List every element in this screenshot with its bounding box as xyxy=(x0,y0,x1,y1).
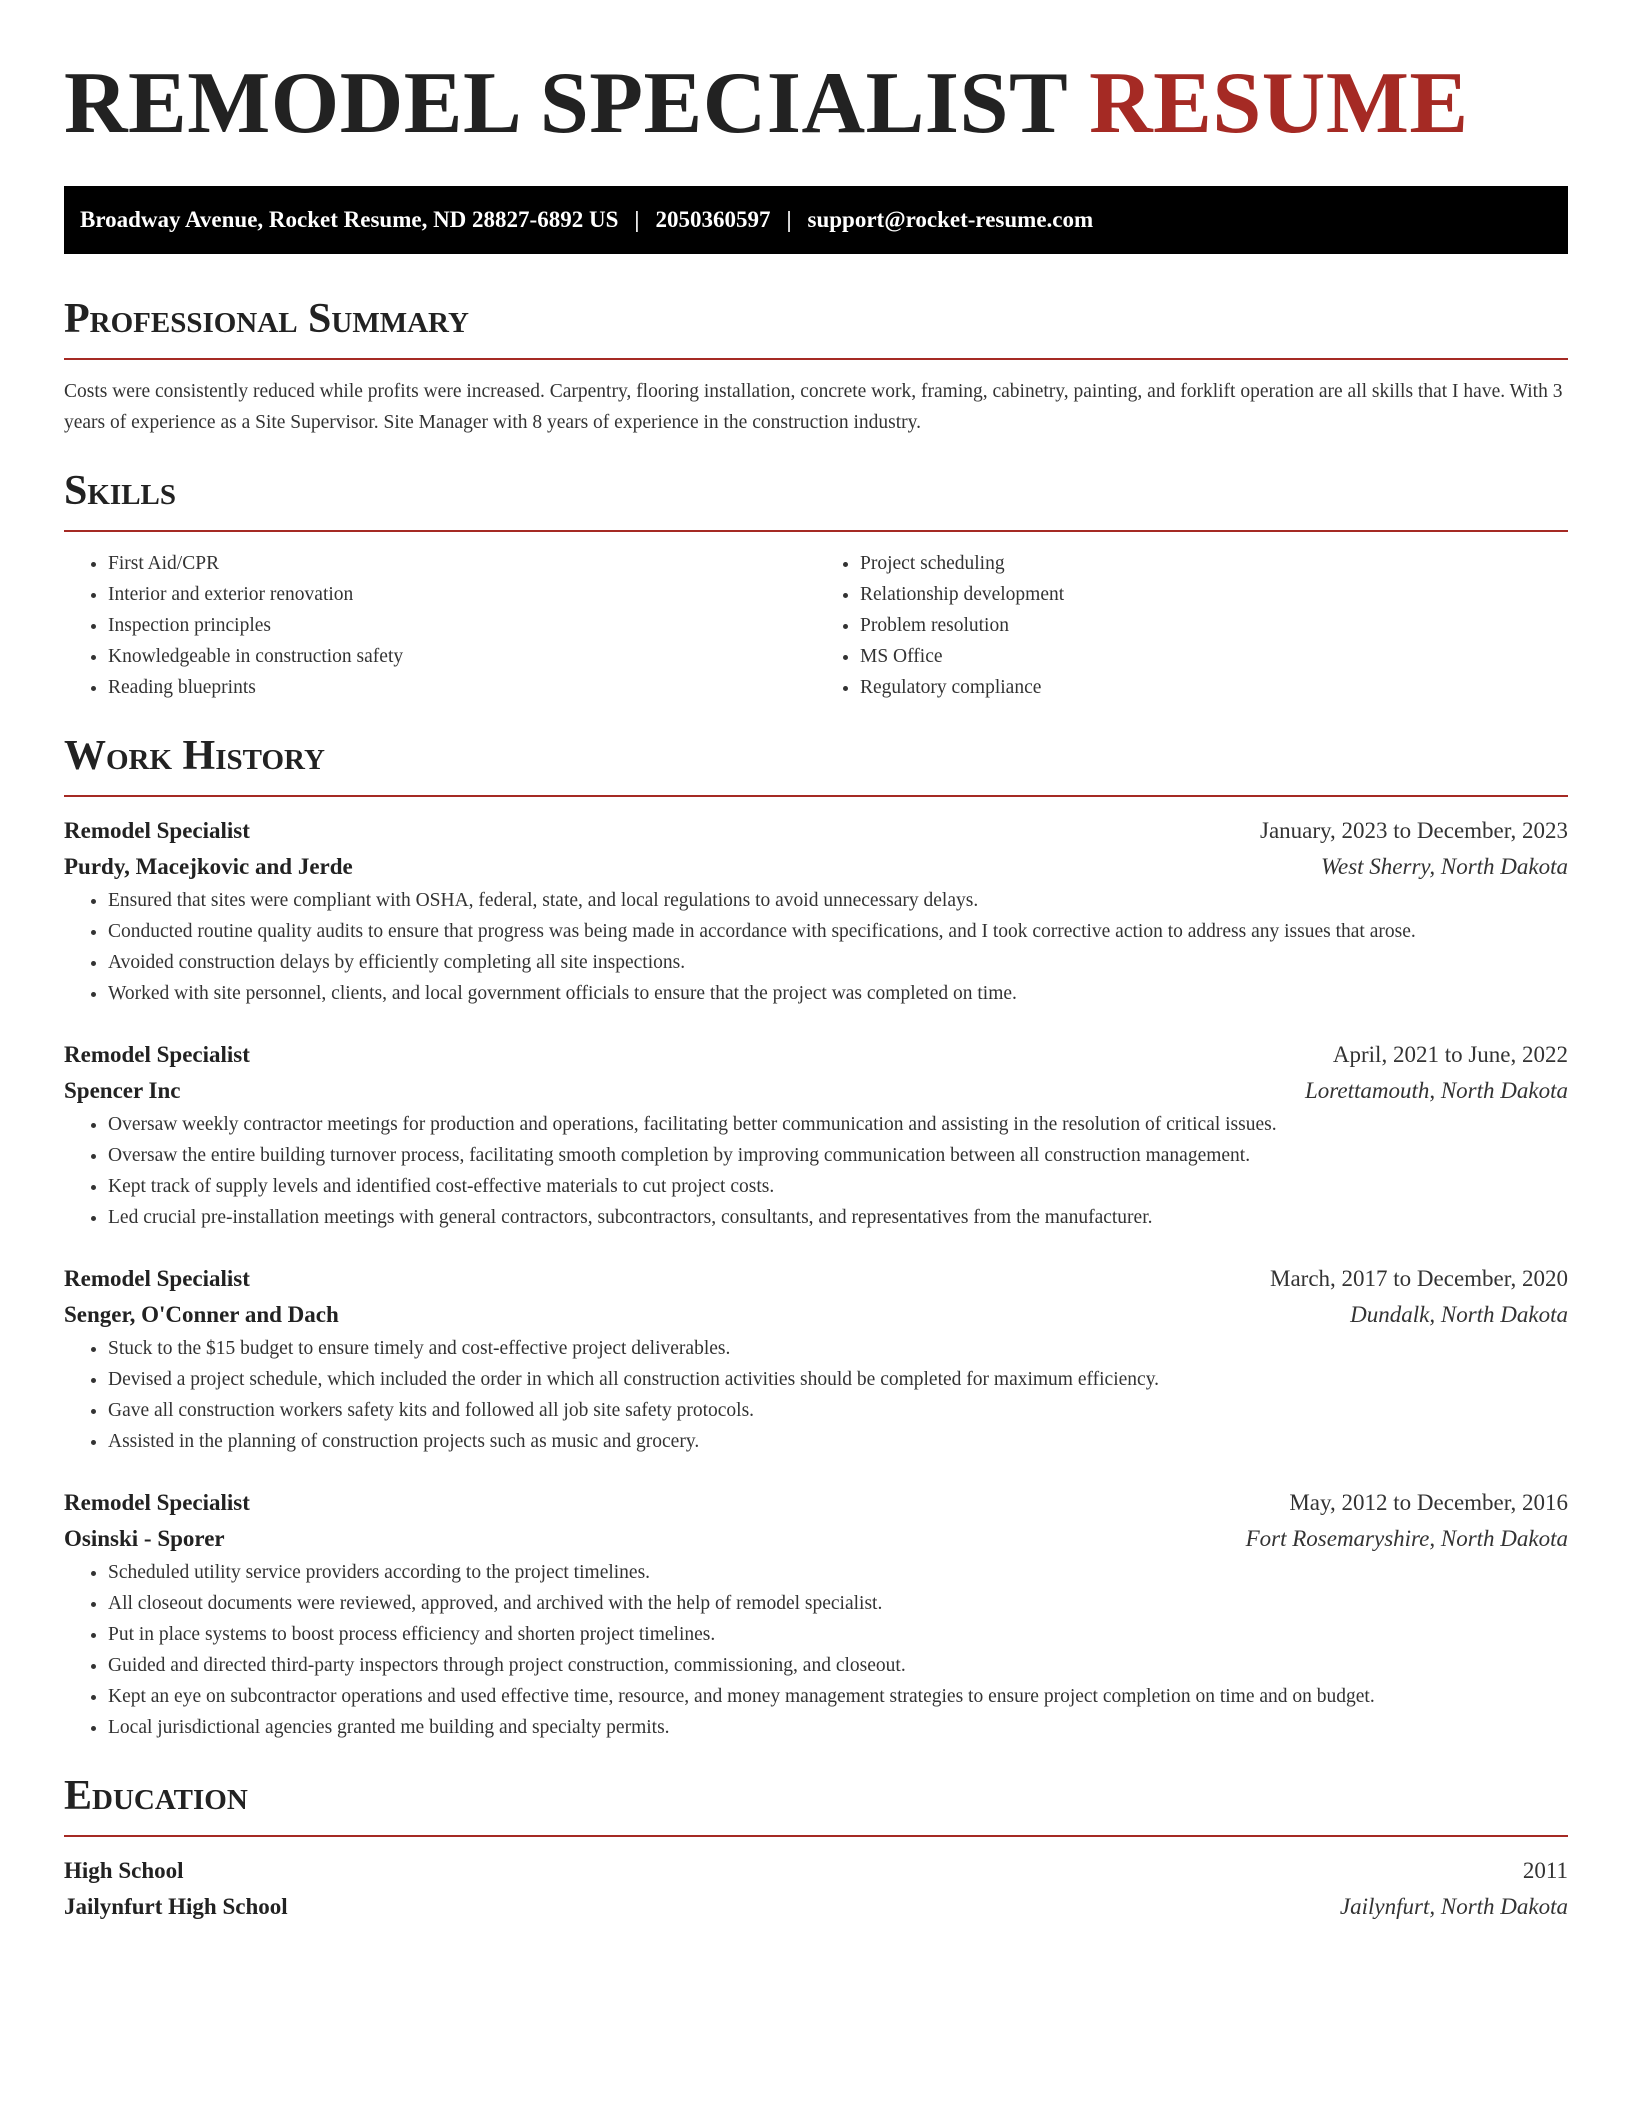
job-bullets xyxy=(64,1333,1568,1457)
education-header-row xyxy=(64,1853,1568,1889)
job-bullet: • Led crucial pre-installation meetings with general contractors, subcontractors, consultants, and representatives from the manufacturer. xyxy=(108,1202,1568,1233)
job-bullet: • Kept an eye on subcontractor operations and used effective time, resource, and money management strategies to ensure project completion on time and on budget. xyxy=(108,1681,1568,1712)
skill-item: • Reading blueprints xyxy=(108,672,816,703)
education-degree: High School xyxy=(64,1858,184,1883)
job-header-row xyxy=(64,1261,1568,1297)
section-divider xyxy=(64,358,1568,360)
job-title: Remodel Specialist xyxy=(64,818,250,843)
job-bullets xyxy=(64,1557,1568,1743)
resume-title xyxy=(64,56,1568,152)
skill-item: • Inspection principles xyxy=(108,610,816,641)
job-bullet: • Oversaw the entire building turnover process, facilitating smooth completion by improving communication between all construction management. xyxy=(108,1140,1568,1171)
job-bullets xyxy=(64,885,1568,1009)
job-title: Remodel Specialist xyxy=(64,1266,250,1291)
job-bullet: • All closeout documents were reviewed, approved, and archived with the help of remodel specialist. xyxy=(108,1588,1568,1619)
education-school: Jailynfurt High School xyxy=(64,1894,288,1919)
contact-separator: | xyxy=(786,207,792,232)
section-divider xyxy=(64,530,1568,532)
job-bullet: • Local jurisdictional agencies granted me building and specialty permits. xyxy=(108,1712,1568,1743)
skill-item: • Knowledgeable in construction safety xyxy=(108,641,816,672)
work-heading: Work History xyxy=(64,733,325,779)
contact-separator: | xyxy=(634,207,640,232)
job-bullets xyxy=(64,1109,1568,1233)
job-bullet: • Put in place systems to boost process efficiency and shorten project timelines. xyxy=(108,1619,1568,1650)
job-location: West Sherry, North Dakota xyxy=(1320,854,1568,879)
job-company: Purdy, Macejkovic and Jerde xyxy=(64,854,353,879)
job-company-row xyxy=(64,1073,1568,1109)
job-entry xyxy=(64,1261,1568,1457)
skills-section xyxy=(64,466,1568,703)
job-bullet: • Oversaw weekly contractor meetings for production and operations, facilitating better communication and assisting in the resolution of critical issues. xyxy=(108,1109,1568,1140)
skills-grid xyxy=(64,548,1568,703)
title-accent: RESUME xyxy=(1089,55,1469,152)
job-entry xyxy=(64,1485,1568,1743)
job-dates: April, 2021 to June, 2022 xyxy=(1332,1042,1568,1067)
job-entry xyxy=(64,813,1568,1009)
summary-text: Costs were consistently reduced while profits were increased. Carpentry, flooring installation, concrete work, framing, cabinetry, painting, and forklift operation are all skills that I have. With 3 years of experience as a Site Supervisor. Site Manager with 8 years of experience in the construction industry. xyxy=(64,381,1563,433)
education-location: Jailynfurt, North Dakota xyxy=(1339,1894,1568,1919)
work-section xyxy=(64,731,1568,1743)
contact-address: Broadway Avenue, Rocket Resume, ND 28827-6892 US xyxy=(80,207,619,232)
skill-item: • Project scheduling xyxy=(860,548,1568,579)
title-main: REMODEL SPECIALIST xyxy=(64,55,1067,152)
skills-heading: Skills xyxy=(64,468,177,514)
job-dates: January, 2023 to December, 2023 xyxy=(1260,818,1568,843)
job-company: Spencer Inc xyxy=(64,1078,181,1103)
job-entry xyxy=(64,1037,1568,1233)
job-dates: May, 2012 to December, 2016 xyxy=(1289,1490,1568,1515)
contact-email: support@rocket-resume.com xyxy=(807,207,1094,232)
job-company: Osinski - Sporer xyxy=(64,1526,225,1551)
skill-item: • Interior and exterior renovation xyxy=(108,579,816,610)
section-divider xyxy=(64,795,1568,797)
job-bullet: • Avoided construction delays by efficiently completing all site inspections. xyxy=(108,947,1568,978)
skill-item: • Regulatory compliance xyxy=(860,672,1568,703)
education-entry xyxy=(64,1853,1568,1925)
skill-item: • First Aid/CPR xyxy=(108,548,816,579)
skill-item: • Relationship development xyxy=(860,579,1568,610)
skills-list-left xyxy=(64,548,816,703)
job-bullet: • Scheduled utility service providers according to the project timelines. xyxy=(108,1557,1568,1588)
education-school-row xyxy=(64,1889,1568,1925)
skill-item: • MS Office xyxy=(860,641,1568,672)
job-company-row xyxy=(64,849,1568,885)
job-company-row xyxy=(64,1297,1568,1333)
job-location: Dundalk, North Dakota xyxy=(1350,1302,1568,1327)
contact-bar xyxy=(64,186,1568,254)
job-title: Remodel Specialist xyxy=(64,1490,250,1515)
job-location: Fort Rosemaryshire, North Dakota xyxy=(1245,1526,1568,1551)
job-header-row xyxy=(64,1037,1568,1073)
skills-list-right xyxy=(816,548,1568,703)
skill-item: • Problem resolution xyxy=(860,610,1568,641)
job-header-row xyxy=(64,813,1568,849)
job-header-row xyxy=(64,1485,1568,1521)
education-heading: Education xyxy=(64,1773,248,1819)
job-bullet: • Ensured that sites were compliant with OSHA, federal, state, and local regulations to avoid unnecessary delays. xyxy=(108,885,1568,916)
job-dates: March, 2017 to December, 2020 xyxy=(1270,1266,1568,1291)
job-bullet: • Conducted routine quality audits to ensure that progress was being made in accordance with specifications, and I took corrective action to address any issues that arose. xyxy=(108,916,1568,947)
job-bullet: • Kept track of supply levels and identified cost-effective materials to cut project costs. xyxy=(108,1171,1568,1202)
summary-heading: Professional Summary xyxy=(64,296,469,342)
job-bullet: • Worked with site personnel, clients, and local government officials to ensure that the project was completed on time. xyxy=(108,978,1568,1009)
job-bullet: • Gave all construction workers safety kits and followed all job site safety protocols. xyxy=(108,1395,1568,1426)
job-bullet: • Stuck to the $15 budget to ensure timely and cost-effective project deliverables. xyxy=(108,1333,1568,1364)
education-year: 2011 xyxy=(1522,1858,1568,1883)
job-bullet: • Devised a project schedule, which included the order in which all construction activities should be completed for maximum efficiency. xyxy=(108,1364,1568,1395)
job-bullet: • Assisted in the planning of construction projects such as music and grocery. xyxy=(108,1426,1568,1457)
job-title: Remodel Specialist xyxy=(64,1042,250,1067)
summary-section xyxy=(64,294,1568,438)
contact-phone: 2050360597 xyxy=(655,207,771,232)
job-company-row xyxy=(64,1521,1568,1557)
job-location: Lorettamouth, North Dakota xyxy=(1304,1078,1568,1103)
education-section xyxy=(64,1771,1568,1925)
job-bullet: • Guided and directed third-party inspectors through project construction, commissioning, and closeout. xyxy=(108,1650,1568,1681)
job-company: Senger, O'Conner and Dach xyxy=(64,1302,339,1327)
section-divider xyxy=(64,1835,1568,1837)
